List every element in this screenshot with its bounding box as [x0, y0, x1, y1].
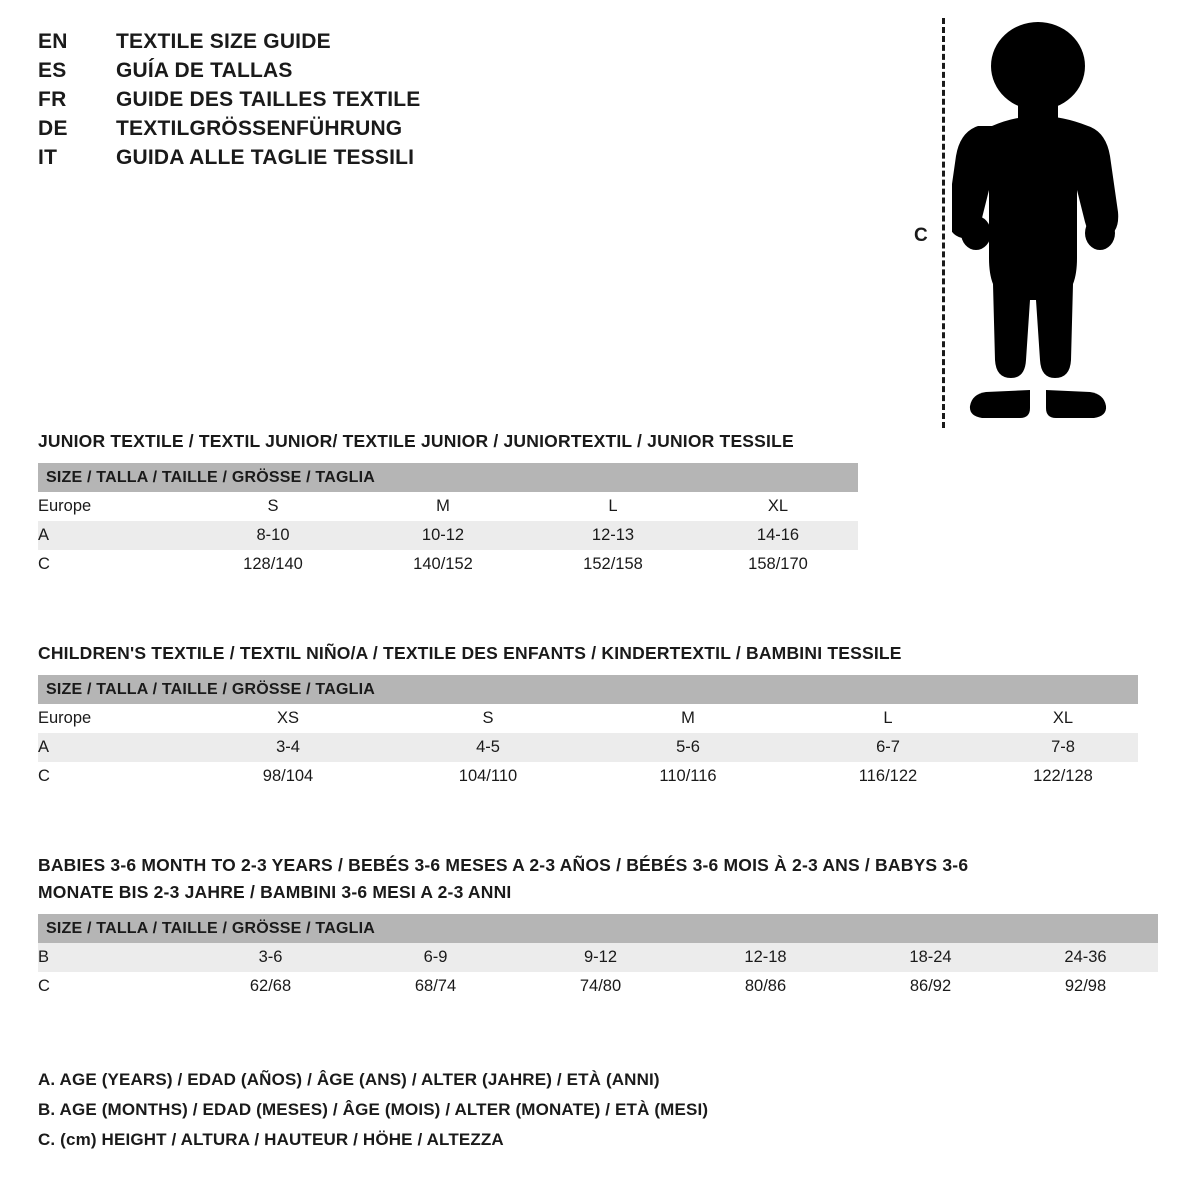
- cell: 116/122: [788, 762, 988, 791]
- table-row: [38, 492, 858, 521]
- section-junior-textile: [38, 428, 858, 579]
- cell: 6-9: [353, 943, 518, 972]
- legend-line-a: A. AGE (YEARS) / EDAD (AÑOS) / ÂGE (ANS) / ALTER (JAHRE) / ETÀ (ANNI): [38, 1070, 660, 1089]
- cell: 158/170: [698, 550, 858, 579]
- row-label: B: [38, 943, 188, 972]
- language-code: EN: [38, 30, 68, 53]
- cell: 18-24: [848, 943, 1013, 972]
- cell: L: [788, 704, 988, 733]
- cell: M: [358, 492, 528, 521]
- junior-size-table: [38, 463, 858, 579]
- cell: 12-13: [528, 521, 698, 550]
- cell: 3-4: [188, 733, 388, 762]
- cell: 86/92: [848, 972, 1013, 1001]
- language-title: TEXTILGRÖSSENFÜHRUNG: [116, 117, 403, 140]
- row-label: Europe: [38, 704, 188, 733]
- language-title: TEXTILE SIZE GUIDE: [116, 30, 331, 53]
- row-label: A: [38, 521, 188, 550]
- section-title: JUNIOR TEXTILE / TEXTIL JUNIOR/ TEXTILE JUNIOR / JUNIORTEXTIL / JUNIOR TESSILE: [38, 431, 794, 451]
- cell: S: [188, 492, 358, 521]
- height-measure-label: C: [914, 225, 928, 246]
- row-label: A: [38, 733, 188, 762]
- cell: 122/128: [988, 762, 1138, 791]
- cell: 104/110: [388, 762, 588, 791]
- language-row: [38, 146, 598, 175]
- table-row: [38, 943, 1158, 972]
- cell: 98/104: [188, 762, 388, 791]
- language-title: GUIDA ALLE TAGLIE TESSILI: [116, 146, 415, 169]
- band-label: SIZE / TALLA / TAILLE / GRÖSSE / TAGLIA: [38, 675, 1138, 704]
- babies-size-table: [38, 914, 1158, 1001]
- children-size-table: [38, 675, 1138, 791]
- row-label: C: [38, 972, 188, 1001]
- language-code: ES: [38, 59, 67, 82]
- cell: 4-5: [388, 733, 588, 762]
- legend-line-b: B. AGE (MONTHS) / EDAD (MESES) / ÂGE (MOIS) / ALTER (MONATE) / ETÀ (MESI): [38, 1100, 709, 1119]
- cell: 74/80: [518, 972, 683, 1001]
- language-code: IT: [38, 146, 58, 169]
- cell: 6-7: [788, 733, 988, 762]
- section-title: BABIES 3-6 MONTH TO 2-3 YEARS / BEBÉS 3-6 MESES A 2-3 AÑOS / BÉBÉS 3-6 MOIS À 2-3 ANS / BABYS 3-6 MONATE BIS 2-3 JAHRE / BAMBINI 3-6 MESI A 2-3 ANNI: [38, 855, 969, 902]
- band-label: SIZE / TALLA / TAILLE / GRÖSSE / TAGLIA: [38, 463, 858, 492]
- table-row: [38, 762, 1138, 791]
- cell: 140/152: [358, 550, 528, 579]
- cell: 12-18: [683, 943, 848, 972]
- height-measurement-figure: [900, 10, 1160, 430]
- cell: 5-6: [588, 733, 788, 762]
- cell: 9-12: [518, 943, 683, 972]
- legend-block: [38, 1065, 1138, 1155]
- table-band-header: [38, 675, 1138, 704]
- language-code: FR: [38, 88, 67, 111]
- section-title: CHILDREN'S TEXTILE / TEXTIL NIÑO/A / TEXTILE DES ENFANTS / KINDERTEXTIL / BAMBINI TESSILE: [38, 643, 902, 663]
- table-row: [38, 550, 858, 579]
- table-row: [38, 704, 1138, 733]
- language-code: DE: [38, 117, 68, 140]
- section-babies-textile: [38, 852, 1158, 1001]
- band-label: SIZE / TALLA / TAILLE / GRÖSSE / TAGLIA: [38, 914, 1158, 943]
- table-row: [38, 733, 1138, 762]
- cell: 110/116: [588, 762, 788, 791]
- language-row: [38, 59, 598, 88]
- section-childrens-textile: [38, 640, 1138, 791]
- language-title: GUÍA DE TALLAS: [116, 59, 293, 82]
- language-row: [38, 30, 598, 59]
- cell: XL: [698, 492, 858, 521]
- height-dashed-line: [942, 18, 945, 428]
- language-title: GUIDE DES TAILLES TEXTILE: [116, 88, 421, 111]
- cell: 10-12: [358, 521, 528, 550]
- baby-silhouette-icon: [952, 18, 1132, 428]
- table-row: [38, 972, 1158, 1001]
- cell: 152/158: [528, 550, 698, 579]
- row-label: C: [38, 550, 188, 579]
- table-band-header: [38, 914, 1158, 943]
- legend-line-c: C. (cm) HEIGHT / ALTURA / HAUTEUR / HÖHE / ALTEZZA: [38, 1130, 504, 1149]
- language-row: [38, 88, 598, 117]
- table-band-header: [38, 463, 858, 492]
- cell: XS: [188, 704, 388, 733]
- cell: 92/98: [1013, 972, 1158, 1001]
- cell: 24-36: [1013, 943, 1158, 972]
- table-row: [38, 521, 858, 550]
- cell: XL: [988, 704, 1138, 733]
- cell: 14-16: [698, 521, 858, 550]
- cell: 128/140: [188, 550, 358, 579]
- language-title-list: [38, 30, 598, 175]
- cell: 3-6: [188, 943, 353, 972]
- cell: 62/68: [188, 972, 353, 1001]
- cell: 68/74: [353, 972, 518, 1001]
- cell: 80/86: [683, 972, 848, 1001]
- row-label: Europe: [38, 492, 188, 521]
- cell: 7-8: [988, 733, 1138, 762]
- row-label: C: [38, 762, 188, 791]
- language-row: [38, 117, 598, 146]
- cell: L: [528, 492, 698, 521]
- cell: M: [588, 704, 788, 733]
- cell: S: [388, 704, 588, 733]
- cell: 8-10: [188, 521, 358, 550]
